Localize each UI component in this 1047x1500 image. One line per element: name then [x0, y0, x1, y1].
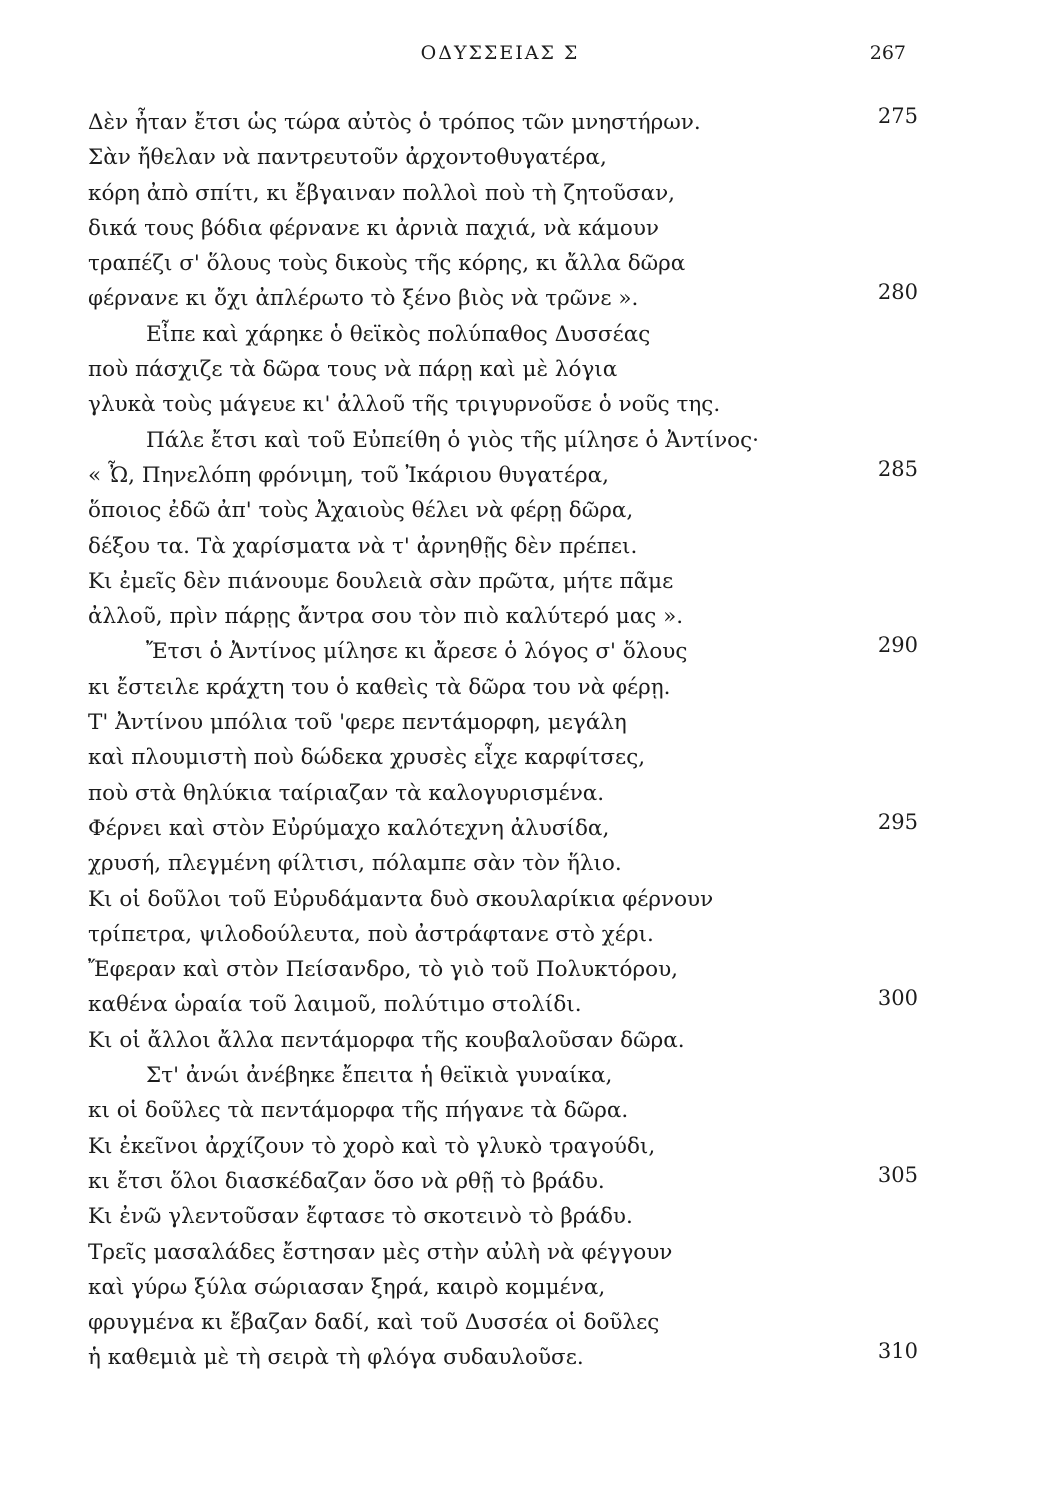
verse-text: Εἶπε καὶ χάρηκε ὁ θεϊκὸς πολύπαθος Δυσσέας [146, 321, 651, 347]
verse-line [88, 599, 918, 634]
verse-number: 275 [877, 104, 918, 128]
verse-text: Στ' ἀνώι ἀνέβηκε ἔπειτα ἡ θεϊκιὰ γυναίκα, [146, 1063, 613, 1089]
verse-text: Κι ἐνῶ γλεντοῦσαν ἔφτασε τὸ σκοτεινὸ τὸ βράδυ. [88, 1204, 633, 1230]
verse-text: ἡ καθεμιὰ μὲ τὴ σειρὰ τὴ φλόγα συδαυλοῦσε. [88, 1345, 584, 1371]
verse-text: κι ἔστειλε κράχτη του ὁ καθεὶς τὰ δῶρα του νὰ φέρῃ. [88, 674, 671, 700]
verse-text: Πάλε ἔτσι καὶ τοῦ Εὐπείθη ὁ γιὸς τῆς μίλησε ὁ Ἀντίνος· [146, 427, 760, 453]
verse-line [88, 846, 918, 881]
verse-number: 285 [877, 456, 918, 481]
verse-text: χρυσή, πλεγμένη φίλτισι, πόλαμπε σὰν τὸν ἥλιο. [88, 851, 622, 877]
verse-text: καὶ γύρω ξύλα σώριασαν ξηρά, καιρὸ κομμένα, [88, 1274, 606, 1300]
verse-line [88, 1199, 918, 1234]
verse-line [88, 740, 918, 775]
verse-line [88, 776, 918, 811]
verse-number: 310 [877, 1339, 918, 1364]
running-head [0, 42, 1047, 72]
verse-line [88, 423, 918, 458]
verse-text: τρίπετρα, ψιλοδούλευτα, ποὺ ἀστράφτανε στὸ χέρι. [88, 921, 654, 947]
verse-text: Σὰν ἤθελαν νὰ παντρευτοῦν ἀρχοντοθυγατέρα, [88, 145, 607, 171]
verse-text: ποὺ πάσχιζε τὰ δῶρα τους νὰ πάρῃ καὶ μὲ λόγια [88, 357, 618, 383]
verse-line [88, 1023, 918, 1058]
verse-line [88, 1093, 918, 1128]
verse-text: Φέρνει καὶ στὸν Εὐρύμαχο καλότεχνη ἀλυσίδα, [88, 815, 610, 841]
verse-text: Κι οἱ ἄλλοι ἄλλα πεντάμορφα τῆς κουβαλοῦσαν δῶρα. [88, 1027, 685, 1053]
verse-line [88, 987, 918, 1022]
verse-line [88, 1235, 918, 1270]
verse-number: 305 [877, 1162, 918, 1187]
verse-line [88, 882, 918, 917]
verse-text: κόρη ἀπὸ σπίτι, κι ἔβγαιναν πολλοὶ ποὺ τὴ ζητοῦσαν, [88, 180, 676, 206]
verse-text: Κι ἐμεῖς δὲν πιάνουμε δουλειὰ σὰν πρῶτα, μήτε πᾶμε [88, 568, 674, 594]
verse-text: φέρνανε κι ὄχι ἀπλέρωτο τὸ ξένο βιὸς νὰ τρῶνε ». [88, 286, 639, 312]
verse-line [88, 529, 918, 564]
verse-text: ποὺ στὰ θηλύκια ταίριαζαν τὰ καλογυρισμένα. [88, 780, 605, 806]
verse-line [88, 634, 918, 669]
verse-text: « Ὦ, Πηνελόπη φρόνιμη, τοῦ Ἰκάριου θυγατέρα, [88, 462, 609, 488]
verse-line [88, 493, 918, 528]
poem-text [88, 105, 918, 1376]
verse-text: καὶ πλουμιστὴ ποὺ δώδεκα χρυσὲς εἶχε καρφίτσες, [88, 745, 646, 771]
verse-text: καθένα ὡραία τοῦ λαιμοῦ, πολύτιμο στολίδι. [88, 992, 582, 1018]
verse-line [88, 811, 918, 846]
verse-text: Τρεῖς μασαλάδες ἔστησαν μὲς στὴν αὐλὴ νὰ φέγγουν [88, 1239, 673, 1265]
verse-line [88, 705, 918, 740]
verse-line [88, 1058, 918, 1093]
verse-number: 300 [877, 986, 918, 1011]
running-title: ΟΔΥΣΣΕΙΑΣ Σ [420, 42, 580, 64]
verse-text: ἀλλοῦ, πρὶν πάρῃς ἄντρα σου τὸν πιὸ καλύτερό μας ». [88, 604, 684, 630]
verse-line [88, 352, 918, 387]
verse-text: ὅποιος ἐδῶ ἀπ' τοὺς Ἀχαιοὺς θέλει νὰ φέρῃ δῶρα, [88, 498, 634, 524]
verse-text: κι ἔτσι ὅλοι διασκέδαζαν ὅσο νὰ ρθῇ τὸ βράδυ. [88, 1168, 605, 1194]
verse-line [88, 211, 918, 246]
page-number: 267 [869, 42, 906, 64]
verse-text: Ἔτσι ὁ Ἀντίνος μίλησε κι ἄρεσε ὁ λόγος σ' ὅλους [146, 639, 688, 665]
verse-line [88, 952, 918, 987]
verse-line [88, 246, 918, 281]
verse-line [88, 670, 918, 705]
verse-line [88, 387, 918, 422]
verse-line [88, 1340, 918, 1375]
verse-text: τραπέζι σ' ὅλους τοὺς δικοὺς τῆς κόρης, κι ἄλλα δῶρα [88, 251, 686, 277]
verse-text: Κι οἱ δοῦλοι τοῦ Εὐρυδάμαντα δυὸ σκουλαρίκια φέρνουν [88, 886, 714, 912]
verse-text: κι οἱ δοῦλες τὰ πεντάμορφα τῆς πήγανε τὰ δῶρα. [88, 1098, 629, 1124]
verse-line [88, 1270, 918, 1305]
verse-line [88, 317, 918, 352]
verse-line [88, 917, 918, 952]
verse-line [88, 1164, 918, 1199]
verse-line [88, 176, 918, 211]
verse-line [88, 564, 918, 599]
verse-text: φρυγμένα κι ἔβαζαν δαδί, καὶ τοῦ Δυσσέα οἱ δοῦλες [88, 1310, 660, 1336]
verse-number: 290 [877, 633, 918, 658]
verse-line [88, 281, 918, 316]
verse-text: Κι ἐκεῖνοι ἀρχίζουν τὸ χορὸ καὶ τὸ γλυκὸ τραγούδι, [88, 1133, 656, 1159]
verse-number: 295 [877, 809, 918, 834]
verse-line [88, 140, 918, 175]
verse-line [88, 458, 918, 493]
verse-line [88, 1129, 918, 1164]
verse-text: Ἔφεραν καὶ στὸν Πείσανδρο, τὸ γιὸ τοῦ Πολυκτόρου, [88, 957, 678, 983]
verse-text: Τ' Ἀντίνου μπόλια τοῦ 'φερε πεντάμορφη, μεγάλη [88, 710, 627, 736]
verse-text: δέξου τα. Τὰ χαρίσματα νὰ τ' ἀρνηθῇς δὲν πρέπει. [88, 533, 638, 559]
verse-text: γλυκὰ τοὺς μάγευε κι' ἀλλοῦ τῆς τριγυρνοῦσε ὁ νοῦς της. [88, 392, 721, 418]
verse-text: Δὲν ἦταν ἔτσι ὡς τώρα αὐτὸς ὁ τρόπος τῶν μνηστήρων. [88, 110, 701, 135]
verse-text: δικά τους βόδια φέρνανε κι ἀρνιὰ παχιά, νὰ κάμουν [88, 215, 659, 241]
verse-number: 280 [877, 280, 918, 305]
verse-line [88, 105, 918, 140]
verse-line [88, 1305, 918, 1340]
